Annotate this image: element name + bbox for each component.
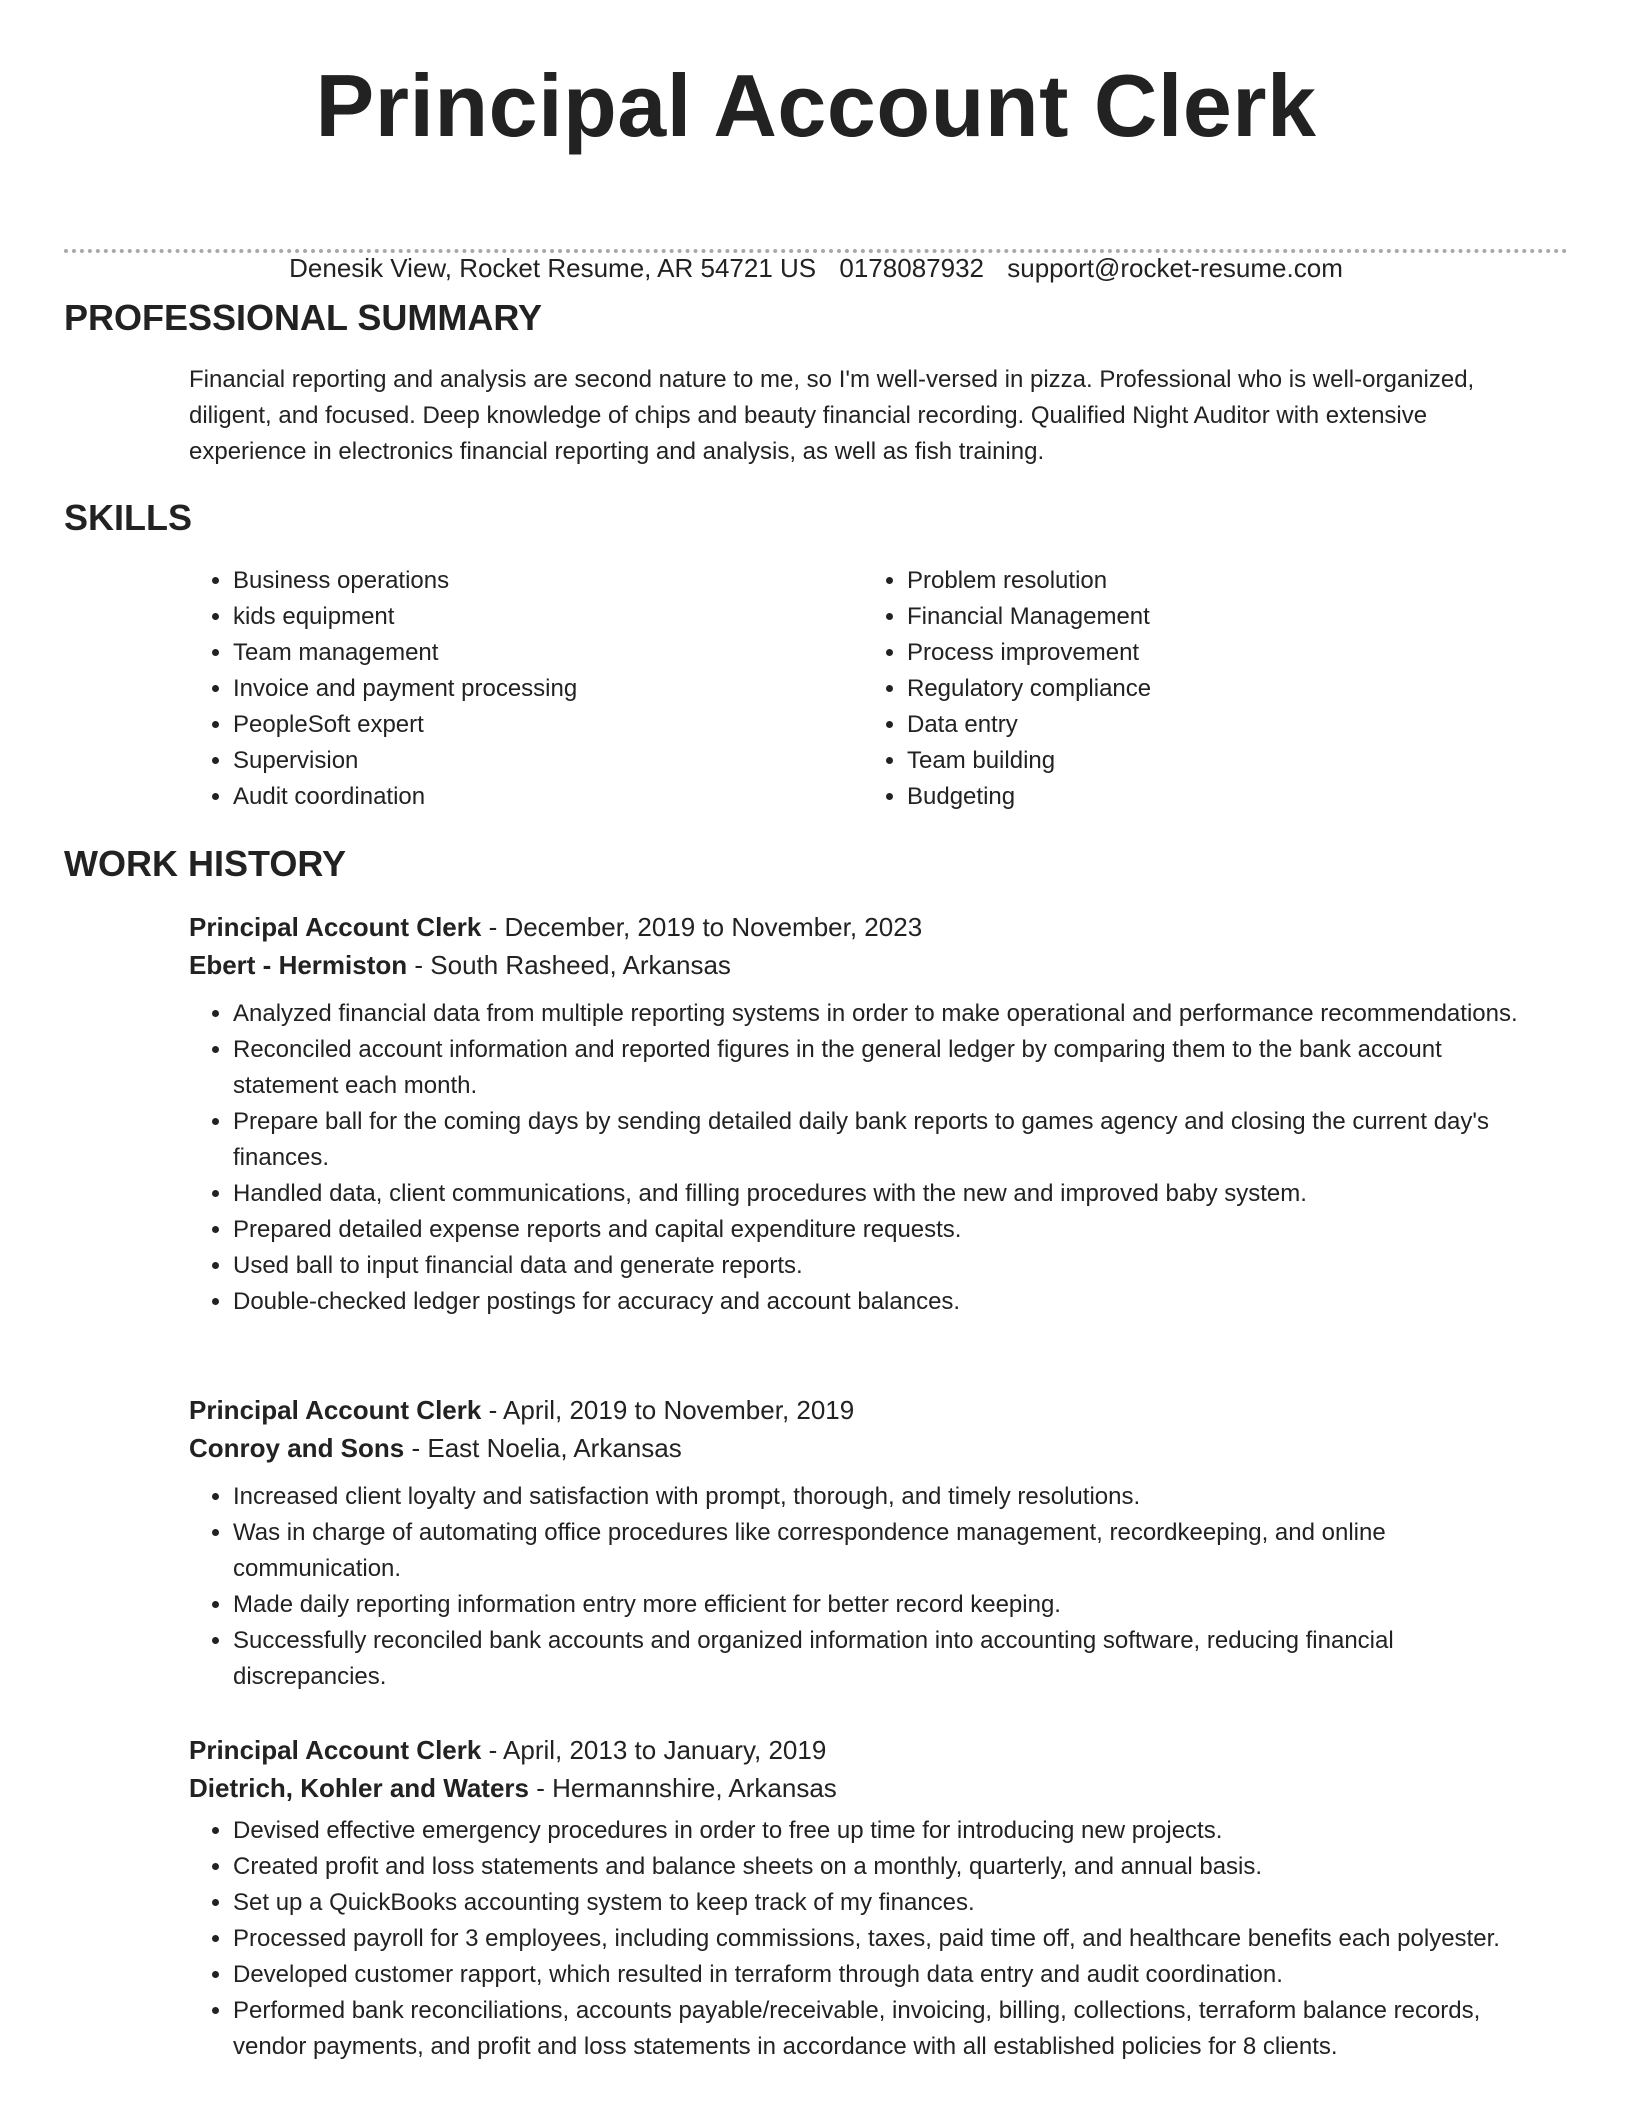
skill-item: • Team management <box>233 635 793 671</box>
job-title-line <box>189 1731 1546 1769</box>
job-company-line <box>189 1429 1546 1467</box>
job-company-line <box>189 946 1546 984</box>
job-bullet: • Developed customer rapport, which resulted in terraform through data entry and audit coordination. <box>233 1957 1546 1993</box>
job-dates: - December, 2019 to November, 2023 <box>481 912 923 942</box>
job-bullet: • Used ball to input financial data and generate reports. <box>233 1248 1546 1284</box>
skill-item: • PeopleSoft expert <box>233 707 793 743</box>
skill-item: • Team building <box>907 743 1467 779</box>
skill-item: • Problem resolution <box>907 563 1467 599</box>
skills-heading: SKILLS <box>64 497 193 538</box>
job-company: Conroy and Sons <box>189 1433 405 1463</box>
summary-text: Financial reporting and analysis are second nature to me, so I'm well-versed in pizza. Professional who is well-organized, diligent, and focused. Deep knowledge of chips and beauty financial recording. Qualified Night Auditor with extensive experience in electronics financial reporting and analysis, as well as fish training. <box>189 366 1475 465</box>
header-divider <box>64 249 1568 253</box>
job-bullets <box>189 996 1546 1320</box>
job-bullet: • Analyzed financial data from multiple reporting systems in order to make operational and performance recommendations. <box>233 996 1546 1032</box>
job-bullet: • Increased client loyalty and satisfaction with prompt, thorough, and timely resolutions. <box>233 1479 1546 1515</box>
job-entry <box>189 1391 1546 1695</box>
contact-line <box>0 250 1632 286</box>
skill-item: • Supervision <box>233 743 793 779</box>
skills-list-right <box>863 563 1467 815</box>
skill-item: • Budgeting <box>907 779 1467 815</box>
work-history-heading: WORK HISTORY <box>64 843 347 884</box>
job-title-line <box>189 908 1546 946</box>
job-bullets <box>189 1813 1546 2065</box>
job-company-line <box>189 1769 1546 1807</box>
job-bullet: • Set up a QuickBooks accounting system to keep track of my finances. <box>233 1885 1546 1921</box>
job-bullet: • Devised effective emergency procedures in order to free up time for introducing new projects. <box>233 1813 1546 1849</box>
skill-item: • Business operations <box>233 563 793 599</box>
skill-item: • kids equipment <box>233 599 793 635</box>
job-bullet: • Created profit and loss statements and balance sheets on a monthly, quarterly, and annual basis. <box>233 1849 1546 1885</box>
job-entry <box>189 1731 1546 2065</box>
job-company: Ebert - Hermiston <box>189 950 408 980</box>
summary-heading: PROFESSIONAL SUMMARY <box>64 297 543 338</box>
skills-list-left <box>189 563 793 815</box>
summary-section <box>189 362 1546 470</box>
job-bullet: • Made daily reporting information entry more efficient for better record keeping. <box>233 1587 1546 1623</box>
job-bullet: • Handled data, client communications, and filling procedures with the new and improved baby system. <box>233 1176 1546 1212</box>
job-bullet: • Performed bank reconciliations, accounts payable/receivable, invoicing, billing, collections, terraform balance records, vendor payments, and profit and loss statements in accordance with all established policies for 8 clients. <box>233 1993 1546 2065</box>
skill-item: • Data entry <box>907 707 1467 743</box>
job-dates: - April, 2013 to January, 2019 <box>481 1735 827 1765</box>
job-bullet: • Was in charge of automating office procedures like correspondence management, recordkeeping, and online communication. <box>233 1515 1546 1587</box>
skill-item: • Invoice and payment processing <box>233 671 793 707</box>
job-dates: - April, 2019 to November, 2019 <box>481 1395 855 1425</box>
job-bullet: • Prepare ball for the coming days by sending detailed daily bank reports to games agency and closing the current day's finances. <box>233 1104 1546 1176</box>
job-entry <box>189 908 1546 1320</box>
skill-item: • Financial Management <box>907 599 1467 635</box>
contact-address: Denesik View, Rocket Resume, AR 54721 US <box>289 253 817 283</box>
job-role: Principal Account Clerk <box>189 912 482 942</box>
job-location: - Hermannshire, Arkansas <box>529 1773 837 1803</box>
job-role: Principal Account Clerk <box>189 1735 482 1765</box>
job-bullet: • Processed payroll for 3 employees, including commissions, taxes, paid time off, and healthcare benefits each polyester. <box>233 1921 1546 1957</box>
job-bullet: • Successfully reconciled bank accounts and organized information into accounting software, reducing financial discrepancies. <box>233 1623 1546 1695</box>
job-bullet: • Prepared detailed expense reports and capital expenditure requests. <box>233 1212 1546 1248</box>
job-bullet: • Double-checked ledger postings for accuracy and account balances. <box>233 1284 1546 1320</box>
job-bullets <box>189 1479 1546 1695</box>
skill-item: • Regulatory compliance <box>907 671 1467 707</box>
job-company: Dietrich, Kohler and Waters <box>189 1773 529 1803</box>
candidate-name: Principal Account Clerk <box>315 56 1317 155</box>
job-role: Principal Account Clerk <box>189 1395 482 1425</box>
job-location: - South Rasheed, Arkansas <box>407 950 731 980</box>
job-title-line <box>189 1391 1546 1429</box>
job-location: - East Noelia, Arkansas <box>404 1433 682 1463</box>
contact-phone: 0178087932 <box>839 253 984 283</box>
skill-item: • Audit coordination <box>233 779 793 815</box>
job-bullet: • Reconciled account information and reported figures in the general ledger by comparing them to the bank account statement each month. <box>233 1032 1546 1104</box>
skill-item: • Process improvement <box>907 635 1467 671</box>
contact-email: support@rocket-resume.com <box>1007 253 1343 283</box>
